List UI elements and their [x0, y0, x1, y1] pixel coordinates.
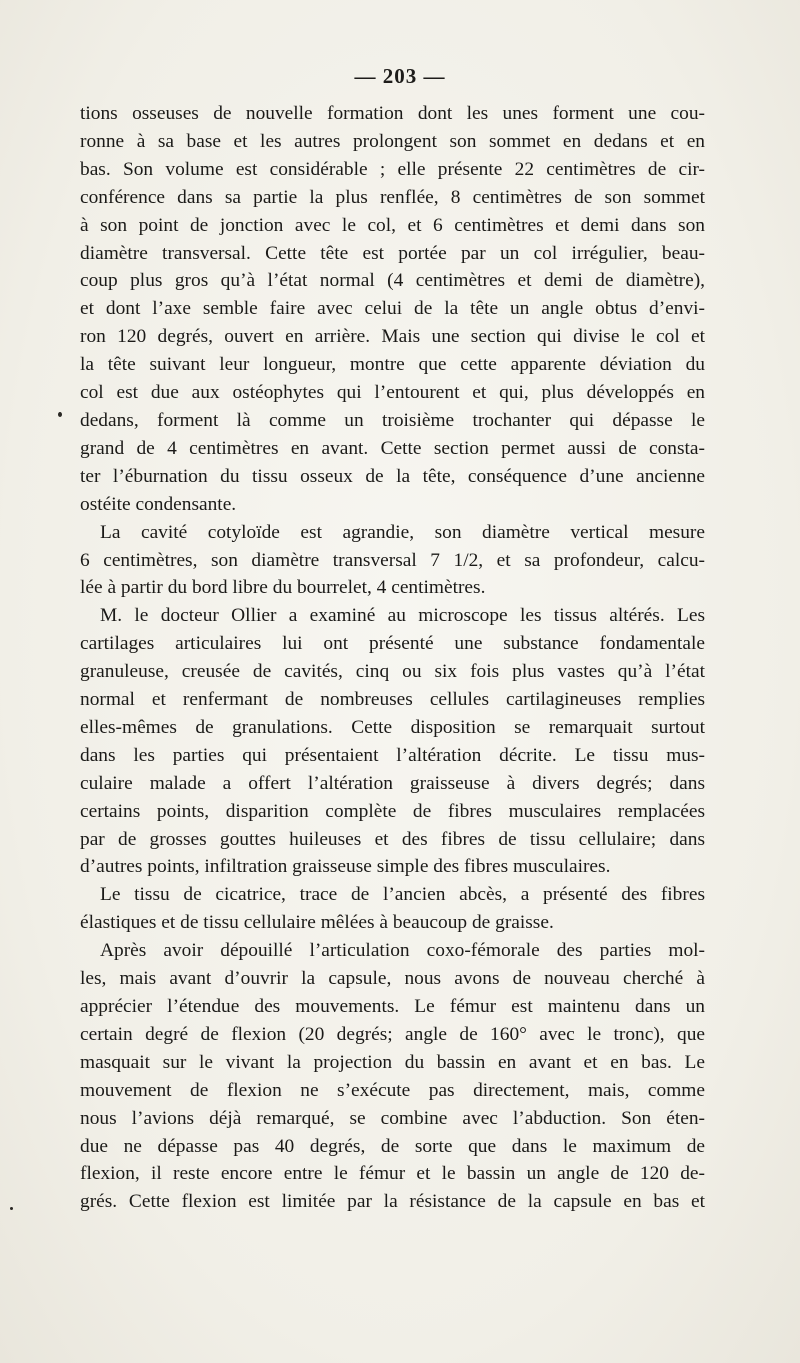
text-line: coup plus gros qu’à l’état normal (4 centimètres et demi de diamètre),	[80, 270, 705, 292]
text-line: grés. Cette flexion est limitée par la résistance de la capsule en bas et	[80, 1191, 705, 1213]
text-line: à son point de jonction avec le col, et 6 centimètres et demi dans son	[80, 214, 705, 236]
text-line: par de grosses gouttes huileuses et des fibres de tissu cellulaire; dans	[80, 828, 705, 850]
text-line: diamètre transversal. Cette tête est portée par un col irrégulier, beau-	[80, 242, 705, 264]
text-line: la tête suivant leur longueur, montre que cette apparente déviation du	[80, 354, 705, 376]
text-line: élastiques et de tissu cellulaire mêlées à beaucoup de graisse.	[80, 912, 554, 934]
text-line: bas. Son volume est considérable ; elle présente 22 centimètres de cir-	[80, 158, 705, 180]
text-line: tions osseuses de nouvelle formation dont les unes forment une cou-	[80, 103, 705, 124]
text-line: granuleuse, creusée de cavités, cinq ou six fois plus vastes qu’à l’état	[80, 661, 705, 683]
text-line: ronne à sa base et les autres prolongent son sommet en dedans et en	[80, 130, 705, 152]
body-text	[80, 100, 705, 1216]
text-line: Le tissu de cicatrice, trace de l’ancien abcès, a présenté des fibres	[100, 884, 705, 906]
text-line: ter l’éburnation du tissu osseux de la tête, conséquence d’une ancienne	[80, 465, 705, 487]
text-line: elles-mêmes de granulations. Cette disposition se remarquait surtout	[80, 716, 705, 738]
text-line: nous l’avions déjà remarqué, se combine avec l’abduction. Son éten-	[80, 1107, 705, 1129]
text-line: certains points, disparition complète de fibres musculaires remplacées	[80, 800, 705, 822]
text-line: flexion, il reste encore entre le fémur et le bassin un angle de 120 de-	[80, 1163, 705, 1185]
page-number: — 203 —	[354, 64, 446, 88]
text-line: et dont l’axe semble faire avec celui de la tête un angle obtus d’envi-	[80, 298, 705, 320]
text-line: col est due aux ostéophytes qui l’entourent et qui, plus développés en	[80, 382, 705, 404]
text-line: La cavité cotyloïde est agrandie, son diamètre vertical mesure	[100, 521, 705, 543]
text-line: 6 centimètres, son diamètre transversal 7 1/2, et sa profondeur, calcu-	[80, 549, 705, 571]
text-line: certain degré de flexion (20 degrés; angle de 160° avec le tronc), que	[80, 1023, 705, 1045]
text-line: masquait sur le vivant la projection du bassin en avant et en bas. Le	[80, 1051, 705, 1073]
text-line: dedans, forment là comme un troisième trochanter qui dépasse le	[80, 409, 705, 431]
text-line: lée à partir du bord libre du bourrelet, 4 centimètres.	[80, 577, 486, 599]
text-line: mouvement de flexion ne s’exécute pas directement, mais, comme	[80, 1079, 705, 1101]
text-line: normal et renfermant de nombreuses cellules cartilagineuses remplies	[80, 689, 705, 711]
text-line: cartilages articulaires lui ont présenté une substance fondamentale	[80, 633, 705, 655]
text-line: apprécier l’étendue des mouvements. Le fémur est maintenu dans un	[80, 996, 705, 1017]
text-line: ostéite condensante.	[80, 493, 237, 515]
ink-speck	[58, 412, 62, 417]
text-line: culaire malade a offert l’altération graisseuse à divers degrés; dans	[80, 772, 705, 794]
text-line: les, mais avant d’ouvrir la capsule, nous avons de nouveau cherché à	[80, 968, 705, 990]
text-line: Après avoir dépouillé l’articulation coxo-fémorale des parties mol-	[100, 940, 705, 962]
text-line: dans les parties qui présentaient l’altération décrite. Le tissu mus-	[80, 744, 705, 766]
ink-speck	[10, 1207, 13, 1210]
text-line: ron 120 degrés, ouvert en arrière. Mais une section qui divise le col et	[80, 326, 705, 348]
text-line: due ne dépasse pas 40 degrés, de sorte que dans le maximum de	[80, 1135, 705, 1157]
text-line: conférence dans sa partie la plus renflée, 8 centimètres de son sommet	[80, 186, 705, 208]
text-line: M. le docteur Ollier a examiné au microscope les tissus altérés. Les	[100, 605, 705, 627]
text-line: d’autres points, infiltration graisseuse simple des fibres musculaires.	[80, 856, 611, 878]
text-line: grand de 4 centimètres en avant. Cette section permet aussi de consta-	[80, 437, 705, 459]
